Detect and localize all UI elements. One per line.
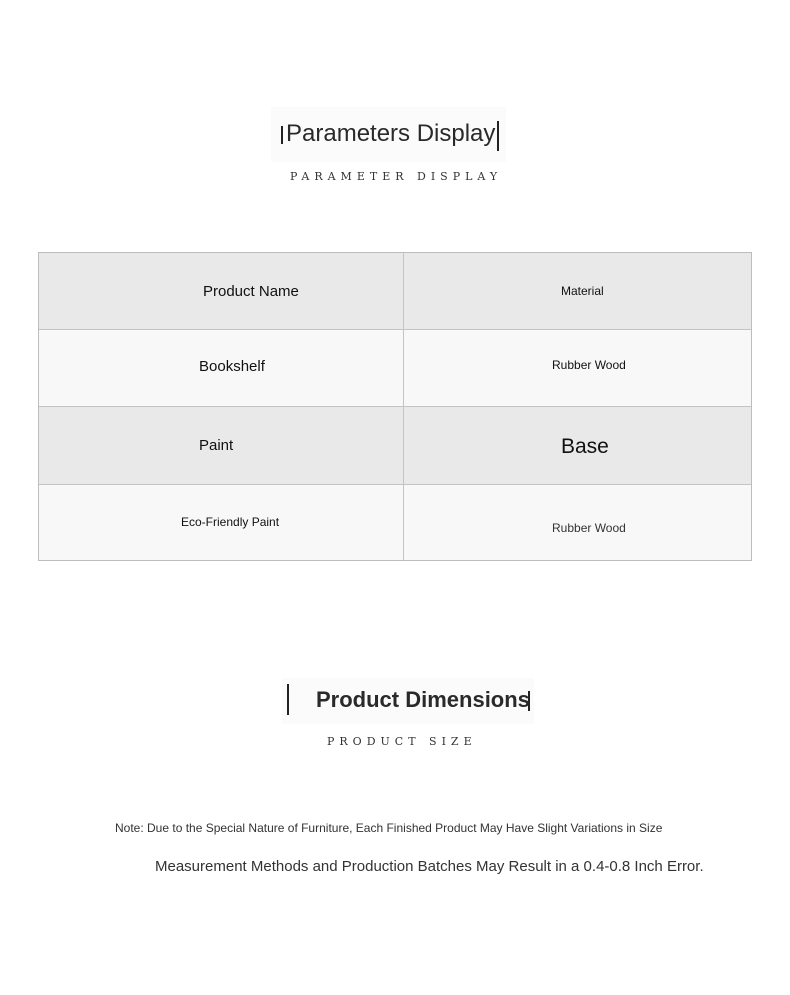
table-row: [39, 330, 751, 406]
parameters-table: [38, 252, 752, 561]
dimensions-subtitle: PRODUCT SIZE: [327, 735, 477, 748]
title-right-bar: [497, 121, 499, 151]
title-left-bar: [287, 684, 289, 715]
table-cell: Rubber Wood: [552, 358, 626, 372]
parameters-title: Parameters Display: [286, 120, 496, 147]
column-divider: [403, 253, 404, 560]
row-divider: [39, 406, 751, 407]
table-cell: Material: [561, 284, 604, 298]
table-cell: Bookshelf: [199, 358, 265, 375]
size-note: Note: Due to the Special Nature of Furniture, Each Finished Product May Have Slight Variations in Size: [115, 821, 663, 835]
measurement-note: Measurement Methods and Production Batches May Result in a 0.4-0.8 Inch Error.: [155, 858, 704, 875]
table-row: [39, 253, 751, 329]
table-row: [39, 485, 751, 560]
table-cell: Rubber Wood: [552, 521, 626, 535]
table-cell: Eco-Friendly Paint: [181, 515, 280, 529]
table-row: [39, 407, 751, 484]
table-cell: Product Name: [203, 283, 299, 300]
dimensions-title: Product Dimensions: [316, 687, 530, 712]
table-cell: Base: [561, 435, 609, 458]
parameters-subtitle: PARAMETER DISPLAY: [290, 170, 503, 183]
row-divider: [39, 329, 751, 330]
row-divider: [39, 484, 751, 485]
table-cell: Paint: [199, 437, 234, 454]
title-left-bar: [281, 126, 283, 144]
